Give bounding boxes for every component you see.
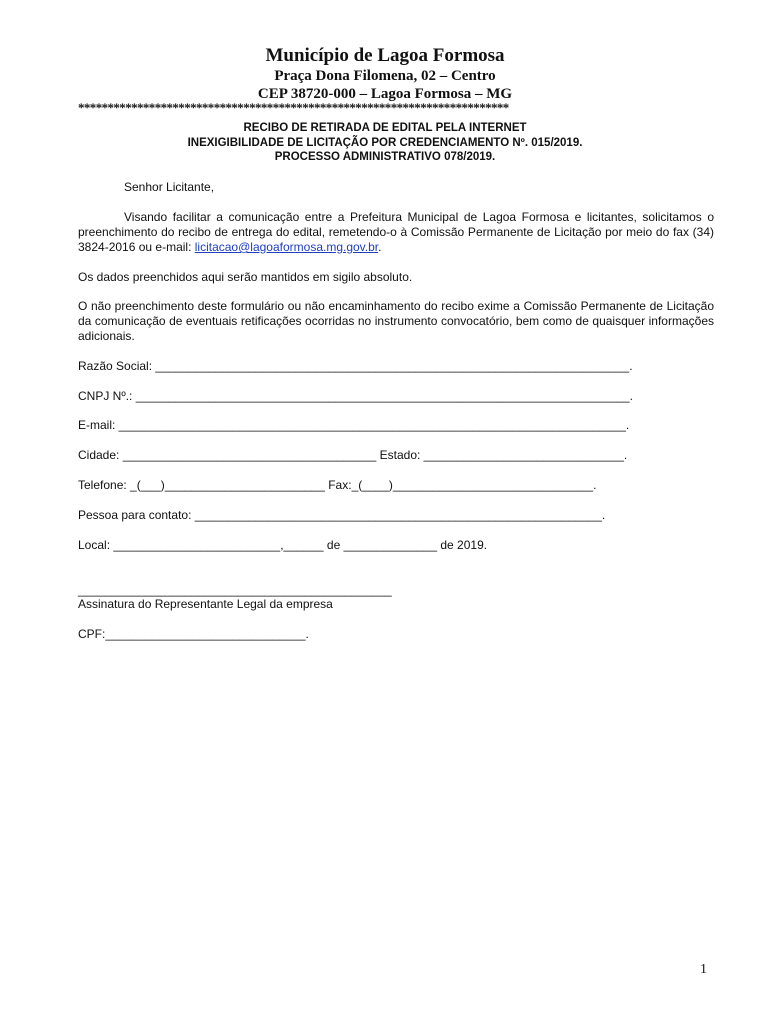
signature-label: Assinatura do Representante Legal da empresa (78, 597, 333, 611)
greeting: Senhor Licitante, (124, 180, 215, 194)
email-link[interactable]: licitacao@lagoaformosa.mg.gov.br (194, 240, 379, 254)
email-field[interactable]: E-mail: ____________________________________________________________________________. (78, 418, 630, 432)
signature-line[interactable]: _______________________________________________ (78, 583, 392, 597)
razao-social-field[interactable]: Razão Social: _______________________________________________________________________. (78, 359, 633, 373)
municipality-cep: CEP 38720-000 – Lagoa Formosa – MG (257, 86, 513, 102)
cpf-field[interactable]: CPF:______________________________. (78, 627, 309, 641)
paragraph-purpose-text: Visando facilitar a comunicação entre a Prefeitura Municipal de Lagoa Formosa e licitantes, solicitamos o preenchimento do recibo de entrega do edital, remetendo-o à Comissão Permanente de Licitação por meio do fax (34) 3824-2016 ou e-mail: (78, 210, 714, 254)
municipality-title: Município de Lagoa Formosa (265, 45, 505, 66)
local-data-field[interactable]: Local: _________________________,______ de ______________ de 2019. (78, 538, 488, 552)
doc-title-receipt: RECIBO DE RETIRADA DE EDITAL PELA INTERNET (243, 122, 527, 134)
paragraph-notice: O não preenchimento deste formulário ou não encaminhamento do recibo exime a Comissão Permanente de Licitação da comunicação de eventuais retificações ocorridas no instrumento convocatório, bem como de quaisquer informações adicionais. (78, 299, 714, 343)
pessoa-contato-field[interactable]: Pessoa para contato: _____________________________________________________________. (78, 508, 606, 522)
paragraph-purpose (78, 210, 714, 255)
page-number: 1 (700, 962, 707, 977)
paragraph-confidentiality: Os dados preenchidos aqui serão mantidos em sigilo absoluto. (78, 270, 413, 284)
doc-title-inexigibility: INEXIGIBILIDADE DE LICITAÇÃO POR CREDENCIAMENTO Nº. 015/2019. (187, 137, 583, 149)
header-separator: ************************************************************************* (78, 101, 509, 115)
doc-title-process: PROCESSO ADMINISTRATIVO 078/2019. (274, 151, 496, 163)
cnpj-field[interactable]: CNPJ Nº.: __________________________________________________________________________. (78, 389, 633, 403)
cidade-estado-field[interactable]: Cidade: ______________________________________ Estado: ______________________________. (78, 448, 628, 462)
telefone-fax-field[interactable]: Telefone: _(___)________________________ Fax:_(____)______________________________. (78, 478, 597, 492)
municipality-address: Praça Dona Filomena, 02 – Centro (274, 68, 496, 84)
paragraph-purpose-end: . (378, 240, 382, 254)
